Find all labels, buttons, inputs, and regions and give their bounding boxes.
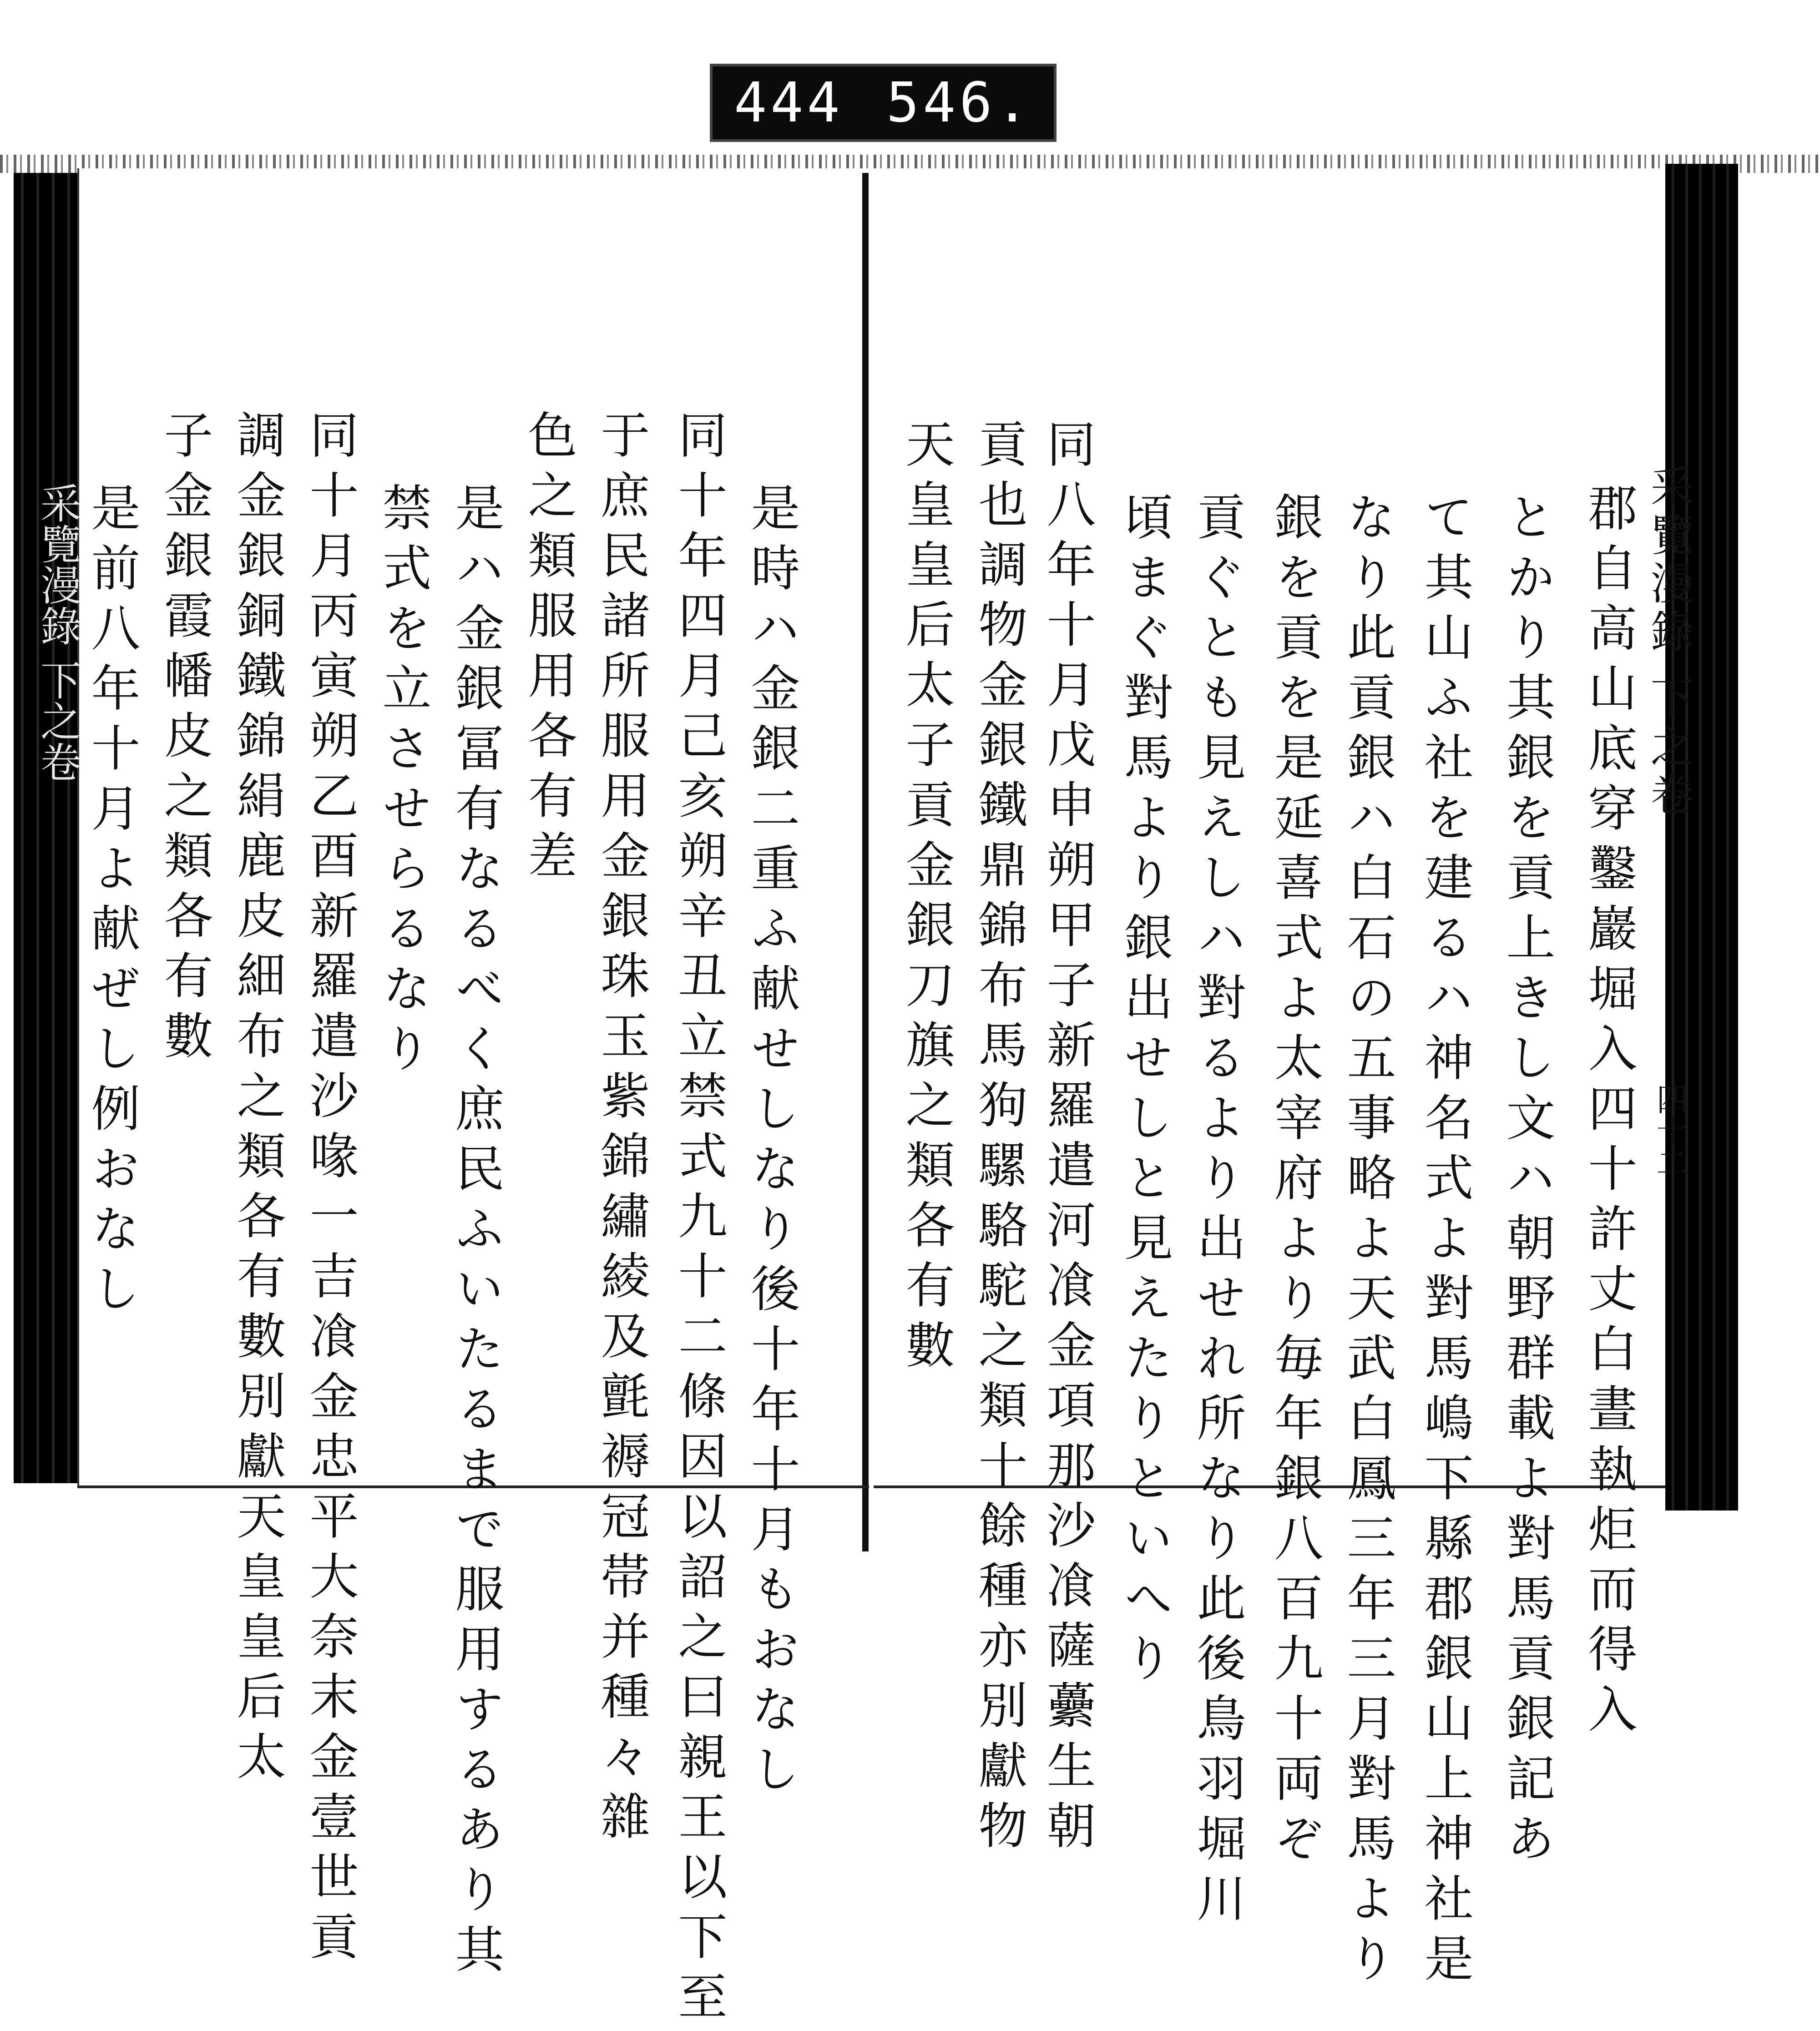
book-spine (862, 173, 869, 1551)
text-column: とかり其銀を貢上きし文ハ朝野群載よ對馬貢銀記あ (1498, 491, 1555, 1873)
text-column: 貢ぐとも見えしハ對るより出せれ所なり此後鳥羽堀川 (1188, 491, 1245, 1933)
text-column: 頃まぐ對馬より銀出せしと見えたりといへり (1116, 491, 1173, 1692)
text-column: 色之類服用各有差 (520, 409, 576, 890)
leaf-number: 四十二 (1651, 1083, 1689, 1178)
right-page-number: 546. (886, 71, 1032, 135)
text-column: 同十年四月己亥朔辛丑立禁式九十二條因以詔之曰親王以下至 (670, 409, 727, 2031)
text-column: 貢也調物金銀鐵鼎錦布馬狗騾駱駝之類十餘種亦別獻物 (970, 419, 1027, 1860)
text-column: て其山ふ社を建るハ神名式よ對馬嶋下縣郡銀山上神社是 (1416, 491, 1473, 1993)
text-column: 是時ハ金銀二重ふ献せしなり後十年十月もおなし (743, 482, 799, 1804)
page-number-label (710, 64, 1057, 142)
text-column: 同八年十月戊申朔甲子新羅遣河飡金項那沙飡薩虆生朝 (1038, 419, 1095, 1860)
text-column: なり此貢銀ハ白石の五事略よ天武白鳳三年三月對馬より (1339, 491, 1395, 1993)
text-column: 郡自高山底穿鑿巖堀入四十許丈白晝執炬而得入 (1580, 482, 1637, 1743)
left-book-edge (14, 173, 77, 1483)
text-column: 于庶民諸所服用金銀珠玉紫錦繡綾及氈褥冠帯并種々雜 (592, 409, 649, 1851)
text-column: 子金銀霞幡皮之類各有數 (156, 409, 212, 1070)
text-column: 是前八年十月よ献ぜし例おなし (83, 482, 140, 1323)
text-column: 同十月丙寅朔乙酉新羅遣沙喙一吉飡金忠平大奈末金壹世貢 (301, 409, 358, 1971)
text-column: 是ハ金銀冨有なるべく庶民ふいたるまで服用するあり其 (447, 482, 504, 1984)
right-book-edge (1665, 164, 1738, 1511)
running-title: 采覽漫錄 下之卷 (1643, 464, 1694, 820)
text-column: 禁式を立させらるなり (374, 482, 431, 1083)
left-page-number: 444 (734, 71, 844, 135)
side-title: 采覽漫錄 下之卷 (33, 482, 81, 782)
text-column: 天皇皇后太子貢金銀刀旗之類各有數 (897, 419, 954, 1379)
text-column: 調金銀銅鐵錦絹鹿皮細布之類各有數別獻天皇皇后太 (228, 409, 285, 1791)
text-column: 銀を貢を是延喜式よ太宰府より毎年銀八百九十両ぞ (1266, 491, 1323, 1873)
